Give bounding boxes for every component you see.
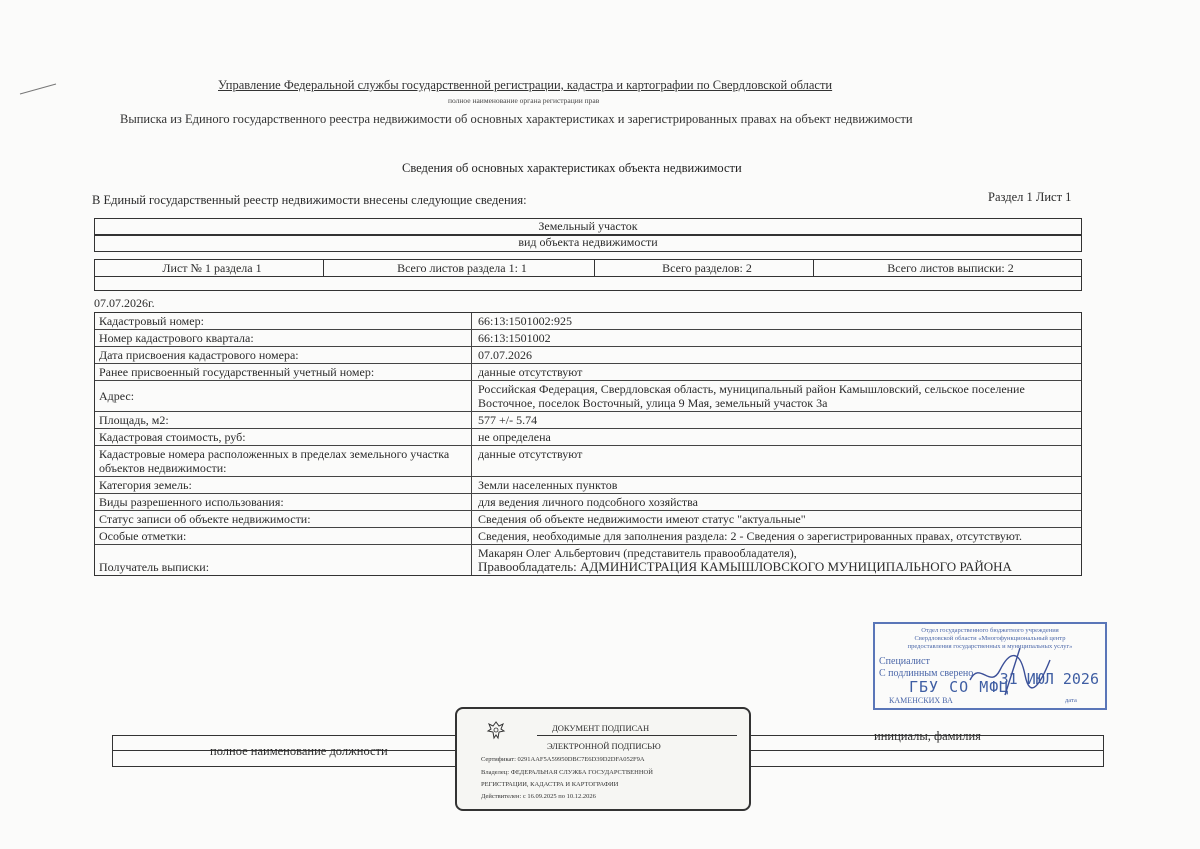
e-sign-certificate: Сертификат: 0291AAF5A59950DBC7E6D39D2DFA052F9A <box>481 756 645 763</box>
e-sign-divider <box>537 735 737 736</box>
scan-mark <box>18 82 58 96</box>
recipient-row <box>95 544 1081 575</box>
table-row <box>95 363 1081 380</box>
row-value: данные отсутствуют <box>478 447 583 461</box>
row-value: данные отсутствуют <box>478 365 583 379</box>
object-type: Земельный участок <box>538 219 638 233</box>
agency-name: Управление Федеральной службы государственной регистрации, кадастра и картографии по Свердловской области <box>218 78 833 92</box>
recipient-key: Получатель выписки: <box>95 545 472 575</box>
row-value: Сведения об объекте недвижимости имеют статус "актуальные" <box>478 512 806 526</box>
table-row <box>95 510 1081 527</box>
table-row <box>95 445 1081 476</box>
table-row <box>95 411 1081 428</box>
row-value: 07.07.2026 <box>478 348 532 362</box>
e-sign-valid: Действителен: с 16.09.2025 по 10.12.2026 <box>481 793 596 800</box>
row-key: Адрес: <box>95 381 472 411</box>
e-sign-owner1: Владелец: ФЕДЕРАЛЬНАЯ СЛУЖБА ГОСУДАРСТВЕННОЙ <box>481 769 653 776</box>
recipient-line1: Макарян Олег Альбертович (представитель правообладателя), <box>478 546 797 560</box>
handwritten-signature <box>965 640 1055 700</box>
table-row <box>95 476 1081 493</box>
row-key: Площадь, м2: <box>95 412 472 428</box>
mfc-line3: предоставления государственных и муниципальных услуг» <box>907 643 1073 650</box>
extract-title: Выписка из Единого государственного реестра недвижимости об основных характеристиках и зарегистрированных правах на объект недвижимости <box>120 112 913 126</box>
mfc-org: ГБУ СО МФЦ <box>909 678 1010 696</box>
initials-label: инициалы, фамилия <box>874 729 981 743</box>
row-key: Категория земель: <box>95 477 472 493</box>
mfc-line2: Свердловской области «Многофункциональный центр <box>914 635 1066 642</box>
row-value: для ведения личного подсобного хозяйства <box>478 495 698 509</box>
recipient-line2: Правообладатель: АДМИНИСТРАЦИЯ КАМЫШЛОВСКОГО МУНИЦИПАЛЬНОГО РАЙОНА <box>478 559 1012 574</box>
row-key: Особые отметки: <box>95 528 472 544</box>
row-key: Кадастровые номера расположенных в пределах земельного участка объектов недвижимости: <box>95 446 472 476</box>
row-value: Земли населенных пунктов <box>478 478 618 492</box>
sheet-info: Раздел 1 Лист 1 <box>988 190 1072 204</box>
row-key: Номер кадастрового квартала: <box>95 330 472 346</box>
agency-caption: полное наименование органа регистрации прав <box>448 96 600 105</box>
row-value: 66:13:1501002:925 <box>478 314 573 328</box>
object-type-caption-box <box>94 234 1082 252</box>
row-value: Сведения, необходимые для заполнения раздела: 2 - Сведения о зарегистрированных правах, отсутствуют. <box>478 529 1023 543</box>
entered-text: В Единый государственный реестр недвижимости внесены следующие сведения: <box>92 193 527 207</box>
sheets-total: Всего листов выписки: 2 <box>887 261 1014 275</box>
mfc-specialist: Специалист <box>879 656 930 667</box>
sheets-row <box>94 259 1082 277</box>
table-row <box>95 527 1081 544</box>
row-value: 577 +/- 5.74 <box>478 413 538 427</box>
row-key: Кадастровый номер: <box>95 313 472 329</box>
mfc-date: 31 ИЮЛ 2026 <box>999 670 1099 688</box>
position-label: полное наименование должности <box>210 744 388 758</box>
mfc-name: КАМЕНСКИХ ВА <box>889 696 953 705</box>
table-row <box>95 313 1081 329</box>
e-sign-owner2: РЕГИСТРАЦИИ, КАДАСТРА И КАРТОГРАФИИ <box>481 781 619 788</box>
recipient-value <box>472 545 1081 575</box>
row-key: Статус записи об объекте недвижимости: <box>95 511 472 527</box>
sections-total: Всего разделов: 2 <box>595 260 814 276</box>
table-row <box>95 493 1081 510</box>
eagle-emblem-icon <box>485 719 507 741</box>
section-title: Сведения об основных характеристиках объекта недвижимости <box>402 161 742 175</box>
mfc-copy: С подлинным сверено <box>879 668 974 679</box>
row-key: Кадастровая стоимость, руб: <box>95 429 472 445</box>
mfc-stamp <box>873 622 1107 710</box>
table-row <box>95 428 1081 445</box>
row-key: Дата присвоения кадастрового номера: <box>95 347 472 363</box>
mfc-line1: Отдел государственного бюджетного учреждения <box>921 627 1059 634</box>
e-sign-title2: ЭЛЕКТРОННОЙ ПОДПИСЬЮ <box>547 741 661 751</box>
table-row <box>95 346 1081 363</box>
mfc-date-caption: дата <box>1065 697 1077 704</box>
row-key: Ранее присвоенный государственный учетный номер: <box>95 364 472 380</box>
spacer-row <box>94 276 1082 291</box>
e-sign-title1: ДОКУМЕНТ ПОДПИСАН <box>552 723 650 733</box>
characteristics-table <box>94 312 1082 576</box>
e-signature-stamp <box>455 707 751 811</box>
table-row <box>95 329 1081 346</box>
row-key: Виды разрешенного использования: <box>95 494 472 510</box>
sheet-number: Лист № 1 раздела 1 <box>95 260 324 276</box>
sheets-in-section: Всего листов раздела 1: 1 <box>324 260 595 276</box>
object-type-caption: вид объекта недвижимости <box>518 235 658 249</box>
row-value: не определена <box>478 430 551 444</box>
extract-date: 07.07.2026г. <box>94 296 155 310</box>
row-value: 66:13:1501002 <box>478 331 551 345</box>
table-row <box>95 380 1081 411</box>
row-value: Российская Федерация, Свердловская область, муниципальный район Камышловский, сельское поселение Восточное, поселок Восточный, улица 9 Мая, земельный участок 3а <box>478 382 1025 410</box>
